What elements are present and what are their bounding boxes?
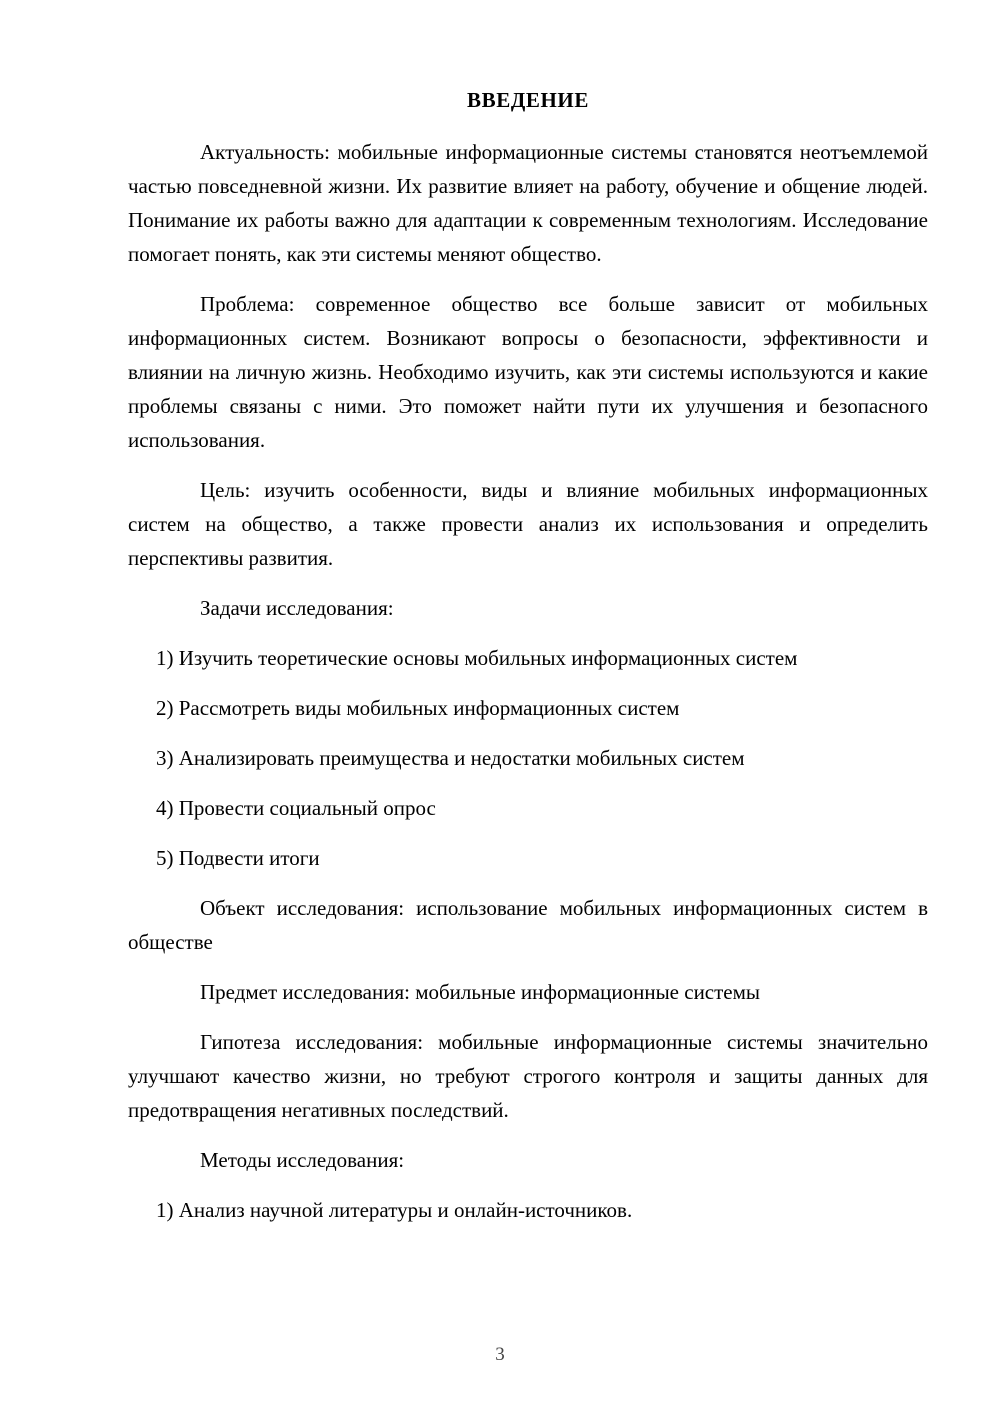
paragraph-spacer [128, 581, 928, 591]
paragraph-spacer [128, 831, 928, 841]
task-item-5: 5) Подвести итоги [156, 846, 320, 871]
paragraph-relevance: Актуальность: мобильные информационные системы становятся неотъемлемой частью повседневной жизни. Их развитие влияет на работу, обучение и общение людей. Понимание их работы важно для адаптации к современным технологиям. Исследование помогает понять, как эти системы меняют общество. [128, 140, 928, 267]
paragraph-hypothesis: Гипотеза исследования: мобильные информационные системы значительно улучшают качество жизни, но требуют строгого контроля и защиты данных для предотвращения негативных последствий. [128, 1030, 928, 1123]
paragraph-spacer [128, 1015, 928, 1025]
paragraph-spacer [128, 965, 928, 975]
page-title: ВВЕДЕНИЕ [467, 88, 589, 112]
paragraph-problem: Проблема: современное общество все больше зависит от мобильных информационных систем. Возникают вопросы о безопасности, эффективности и влиянии на личную жизнь. Необходимо изучить, как эти системы используются и какие проблемы связаны с ними. Это поможет найти пути их улучшения и безопасного использования. [128, 292, 928, 453]
paragraph-spacer [128, 1133, 928, 1143]
page-number: 3 [495, 1344, 505, 1365]
paragraph-spacer [128, 731, 928, 741]
paragraph-spacer [128, 681, 928, 691]
paragraph-spacer [128, 631, 928, 641]
paragraph-goal: Цель: изучить особенности, виды и влияние мобильных информационных систем на общество, а также провести анализ их использования и определить перспективы развития. [128, 478, 928, 571]
task-item-2: 2) Рассмотреть виды мобильных информационных систем [156, 696, 680, 721]
task-item-4: 4) Провести социальный опрос [156, 796, 436, 821]
paragraph-spacer [128, 781, 928, 791]
paragraph-spacer [128, 1183, 928, 1193]
paragraph-spacer [128, 463, 928, 473]
methods-heading: Методы исследования: [200, 1148, 405, 1173]
paragraph-spacer [128, 881, 928, 891]
paragraph-object: Объект исследования: использование мобильных информационных систем в обществе [128, 896, 928, 955]
method-item-1: 1) Анализ научной литературы и онлайн-источников. [156, 1198, 633, 1223]
task-item-3: 3) Анализировать преимущества и недостатки мобильных систем [156, 746, 745, 771]
task-item-1: 1) Изучить теоретические основы мобильных информационных систем [156, 646, 798, 671]
tasks-heading: Задачи исследования: [200, 596, 394, 621]
paragraph-subject: Предмет исследования: мобильные информационные системы [200, 980, 761, 1005]
paragraph-spacer [128, 277, 928, 287]
